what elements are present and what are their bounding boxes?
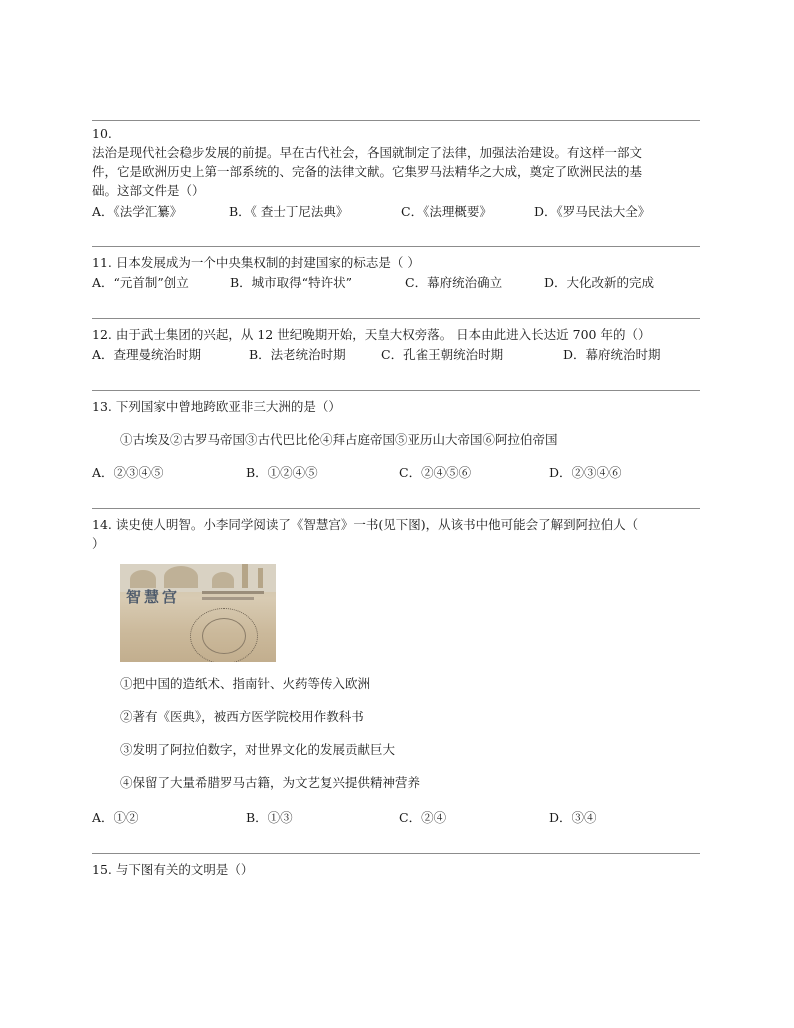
option-a[interactable]: A．查理曼统治时期 [92,347,202,362]
divider [92,508,700,509]
statement-list [92,674,700,827]
question-stem-line: 础。这部文件是（） [92,183,205,198]
book-title: 智慧宫 [126,588,181,606]
option-c[interactable]: C．②④ [399,810,447,825]
statement-item: ④保留了大量希腊罗马古籍，为文艺复兴提供精神营养 [120,775,421,790]
question-stem-line: 件，它是欧洲历史上第一部系统的、完备的法律文献。它集罗马法精华之大成，奠定了欧洲民法的基 [92,164,643,179]
option-c[interactable]: C．②④⑤⑥ [399,465,472,480]
question-11 [92,246,700,292]
question-stem-line: ） [92,536,105,551]
question-13 [92,390,700,482]
option-c[interactable]: C．幕府统治确立 [405,275,503,290]
options-row [92,345,700,364]
question-stem-line: 法治是现代社会稳步发展的前提。早在古代社会，各国就制定了法律，加强法治建设。有这样一部文 [92,145,643,160]
question-stem: 15. 与下图有关的文明是（） [92,862,254,877]
question-12 [92,318,700,364]
option-b[interactable]: B．法老统治时期 [249,347,346,362]
option-b[interactable]: B．①③ [246,810,293,825]
question-stem: 11. 日本发展成为一个中央集权制的封建国家的标志是（ ） [92,255,420,270]
option-b[interactable]: B．①②④⑤ [246,465,318,480]
options-row [92,202,700,221]
question-number: 10. [92,126,112,141]
option-a[interactable]: A．《法学汇纂》 [92,204,183,219]
question-stem: 13. 下列国家中曾地跨欧亚非三大洲的是（） [92,399,341,414]
option-c[interactable]: C．《法理概要》 [401,204,492,219]
option-a[interactable]: A．“元首制”创立 [92,275,189,290]
book-cover-image [120,564,276,662]
statement-item: ②著有《医典》，被西方医学院校用作教科书 [120,709,364,724]
question-10 [92,120,700,221]
divider [92,390,700,391]
options-row [92,463,700,482]
option-d[interactable]: D．②③④⑥ [549,465,622,480]
statement-item: ①把中国的造纸术、指南针、火药等传入欧洲 [120,676,371,691]
option-d[interactable]: D．幕府统治时期 [563,347,661,362]
divider [92,853,700,854]
option-a[interactable]: A．②③④⑤ [92,465,164,480]
divider [92,120,700,121]
option-d[interactable]: D．《罗马民法大全》 [534,204,651,219]
divider [92,318,700,319]
divider [92,246,700,247]
option-d[interactable]: D．大化改新的完成 [544,275,655,290]
options-row [92,273,700,292]
options-row [92,808,700,827]
option-d[interactable]: D．③④ [549,810,597,825]
option-a[interactable]: A．①② [92,810,139,825]
question-14 [92,508,700,825]
question-stem: 12. 由于武士集团的兴起，从 12 世纪晚期开始，天皇大权旁落。 日本由此进入长达近 700 年的（） [92,327,651,342]
option-b[interactable]: B．《 查士丁尼法典》 [229,204,349,219]
statement-list: ①古埃及②古罗马帝国③古代巴比伦④拜占庭帝国⑤亚历山大帝国⑥阿拉伯帝国 [120,432,558,447]
question-stem-line: 14. 读史使人明智。小李同学阅读了《智慧宫》一书(见下图)，从该书中他可能会了解到阿拉伯人（ [92,517,639,532]
question-15 [92,853,700,879]
statement-item: ③发明了阿拉伯数字，对世界文化的发展贡献巨大 [120,742,396,757]
option-c[interactable]: C．孔雀王朝统治时期 [381,347,504,362]
option-b[interactable]: B．城市取得“特许状” [230,275,352,290]
